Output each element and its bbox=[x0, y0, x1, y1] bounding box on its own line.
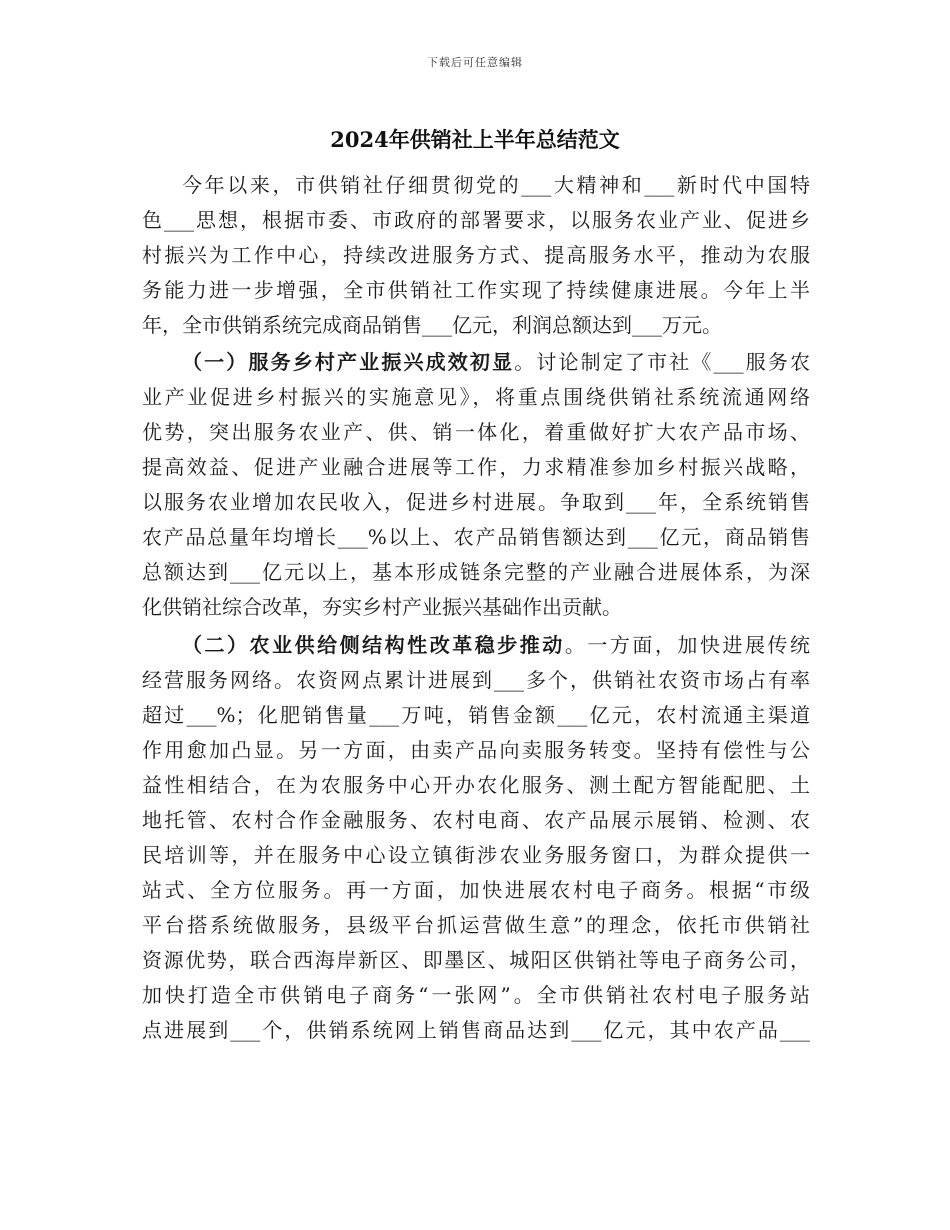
body-line bbox=[142, 733, 810, 767]
body-line bbox=[142, 485, 810, 519]
line-text: 平台搭系统做服务，县级平台抓运营做生意”的理念，依托市供销社 bbox=[142, 913, 810, 937]
body-line bbox=[142, 203, 810, 237]
line-text: 业产业促进乡村振兴的实施意见》，将重点围绕供销社系统流通网络 bbox=[142, 385, 810, 409]
line-text: 经营服务网络。农资网点累计进展到___多个，供销社农资市场占有率 bbox=[142, 668, 810, 692]
line-text: 化供销社综合改革，夯实乡村产业振兴基础作出贡献。 bbox=[142, 595, 622, 619]
line-text: 超过___%；化肥销售量___万吨，销售金额___亿元，农村流通主渠道 bbox=[142, 703, 810, 727]
document-title: 2024年供销社上半年总结范文 bbox=[330, 127, 620, 152]
body-line bbox=[142, 555, 810, 589]
line-text: 资源优势，联合西海岸新区、即墨区、城阳区供销社等电子商务公司， bbox=[142, 948, 810, 972]
body-line bbox=[142, 838, 810, 872]
line-text: 总额达到___亿元以上，基本形成链条完整的产业融合进展体系，为深 bbox=[142, 560, 810, 584]
body-line bbox=[142, 415, 810, 449]
line-text: 。讨论制定了市社《___服务农 bbox=[514, 350, 811, 374]
body-line bbox=[142, 238, 810, 272]
line-text: 今年以来，市供销社仔细贯彻党的___大精神和___新时代中国特 bbox=[182, 173, 810, 197]
section-heading: （一）服务乡村产业振兴成效初显 bbox=[182, 350, 515, 374]
body-line bbox=[142, 873, 810, 907]
body-line bbox=[142, 768, 810, 802]
body-line bbox=[142, 590, 810, 624]
body-line bbox=[182, 168, 810, 202]
body-line bbox=[142, 978, 810, 1012]
body-line bbox=[142, 308, 810, 342]
section-heading: （二）农业供给侧结构性改革稳步推动 bbox=[182, 633, 565, 657]
line-text: 点进展到___个，供销系统网上销售商品达到___亿元，其中农产品___ bbox=[142, 1018, 810, 1042]
line-text: 提高效益、促进产业融合进展等工作，力求精准参加乡村振兴战略， bbox=[142, 455, 810, 479]
body-line bbox=[142, 663, 810, 697]
body-line bbox=[142, 520, 810, 554]
line-text: 农产品总量年均增长___%以上、农产品销售额达到___亿元，商品销售 bbox=[142, 525, 810, 549]
line-text: 作用愈加凸显。另一方面，由卖产品向卖服务转变。坚持有偿性与公 bbox=[142, 738, 810, 762]
body-line bbox=[142, 380, 810, 414]
line-text: 加快打造全市供销电子商务“一张网”。全市供销社农村电子服务站 bbox=[142, 983, 810, 1007]
line-text: 务能力进一步增强，全市供销社工作实现了持续健康进展。今年上半 bbox=[142, 278, 810, 302]
body-line bbox=[142, 803, 810, 837]
line-text: 益性相结合，在为农服务中心开办农化服务、测土配方智能配肥、土 bbox=[142, 773, 810, 797]
line-text: 色___思想，根据市委、市政府的部署要求，以服务农业产业、促进乡 bbox=[142, 208, 810, 232]
body-line bbox=[142, 908, 810, 942]
body-line bbox=[142, 1013, 810, 1047]
line-text: 站式、全方位服务。再一方面，加快进展农村电子商务。根据“市级 bbox=[142, 878, 810, 902]
line-text: 优势，突出服务农业产、供、销一体化，着重做好扩大农产品市场、 bbox=[142, 420, 810, 444]
header-note: 下载后可任意编辑 bbox=[427, 56, 523, 69]
line-text: 地托管、农村合作金融服务、农村电商、农产品展示展销、检测、农 bbox=[142, 808, 810, 832]
line-text: 民培训等，并在服务中心设立镇街涉农业务服务窗口，为群众提供一 bbox=[142, 843, 810, 867]
body-line bbox=[142, 943, 810, 977]
body-line bbox=[142, 450, 810, 484]
body-line bbox=[182, 345, 810, 379]
line-text: 村振兴为工作中心，持续改进服务方式、提高服务水平，推动为农服 bbox=[142, 243, 810, 267]
body-line bbox=[182, 628, 810, 662]
body-line bbox=[142, 273, 810, 307]
body-line bbox=[142, 698, 810, 732]
line-text: 以服务农业增加农民收入，促进乡村进展。争取到___年，全系统销售 bbox=[142, 490, 810, 514]
line-text: 年，全市供销系统完成商品销售___亿元，利润总额达到___万元。 bbox=[142, 313, 722, 337]
line-text: 。一方面，加快进展传统 bbox=[564, 633, 811, 657]
